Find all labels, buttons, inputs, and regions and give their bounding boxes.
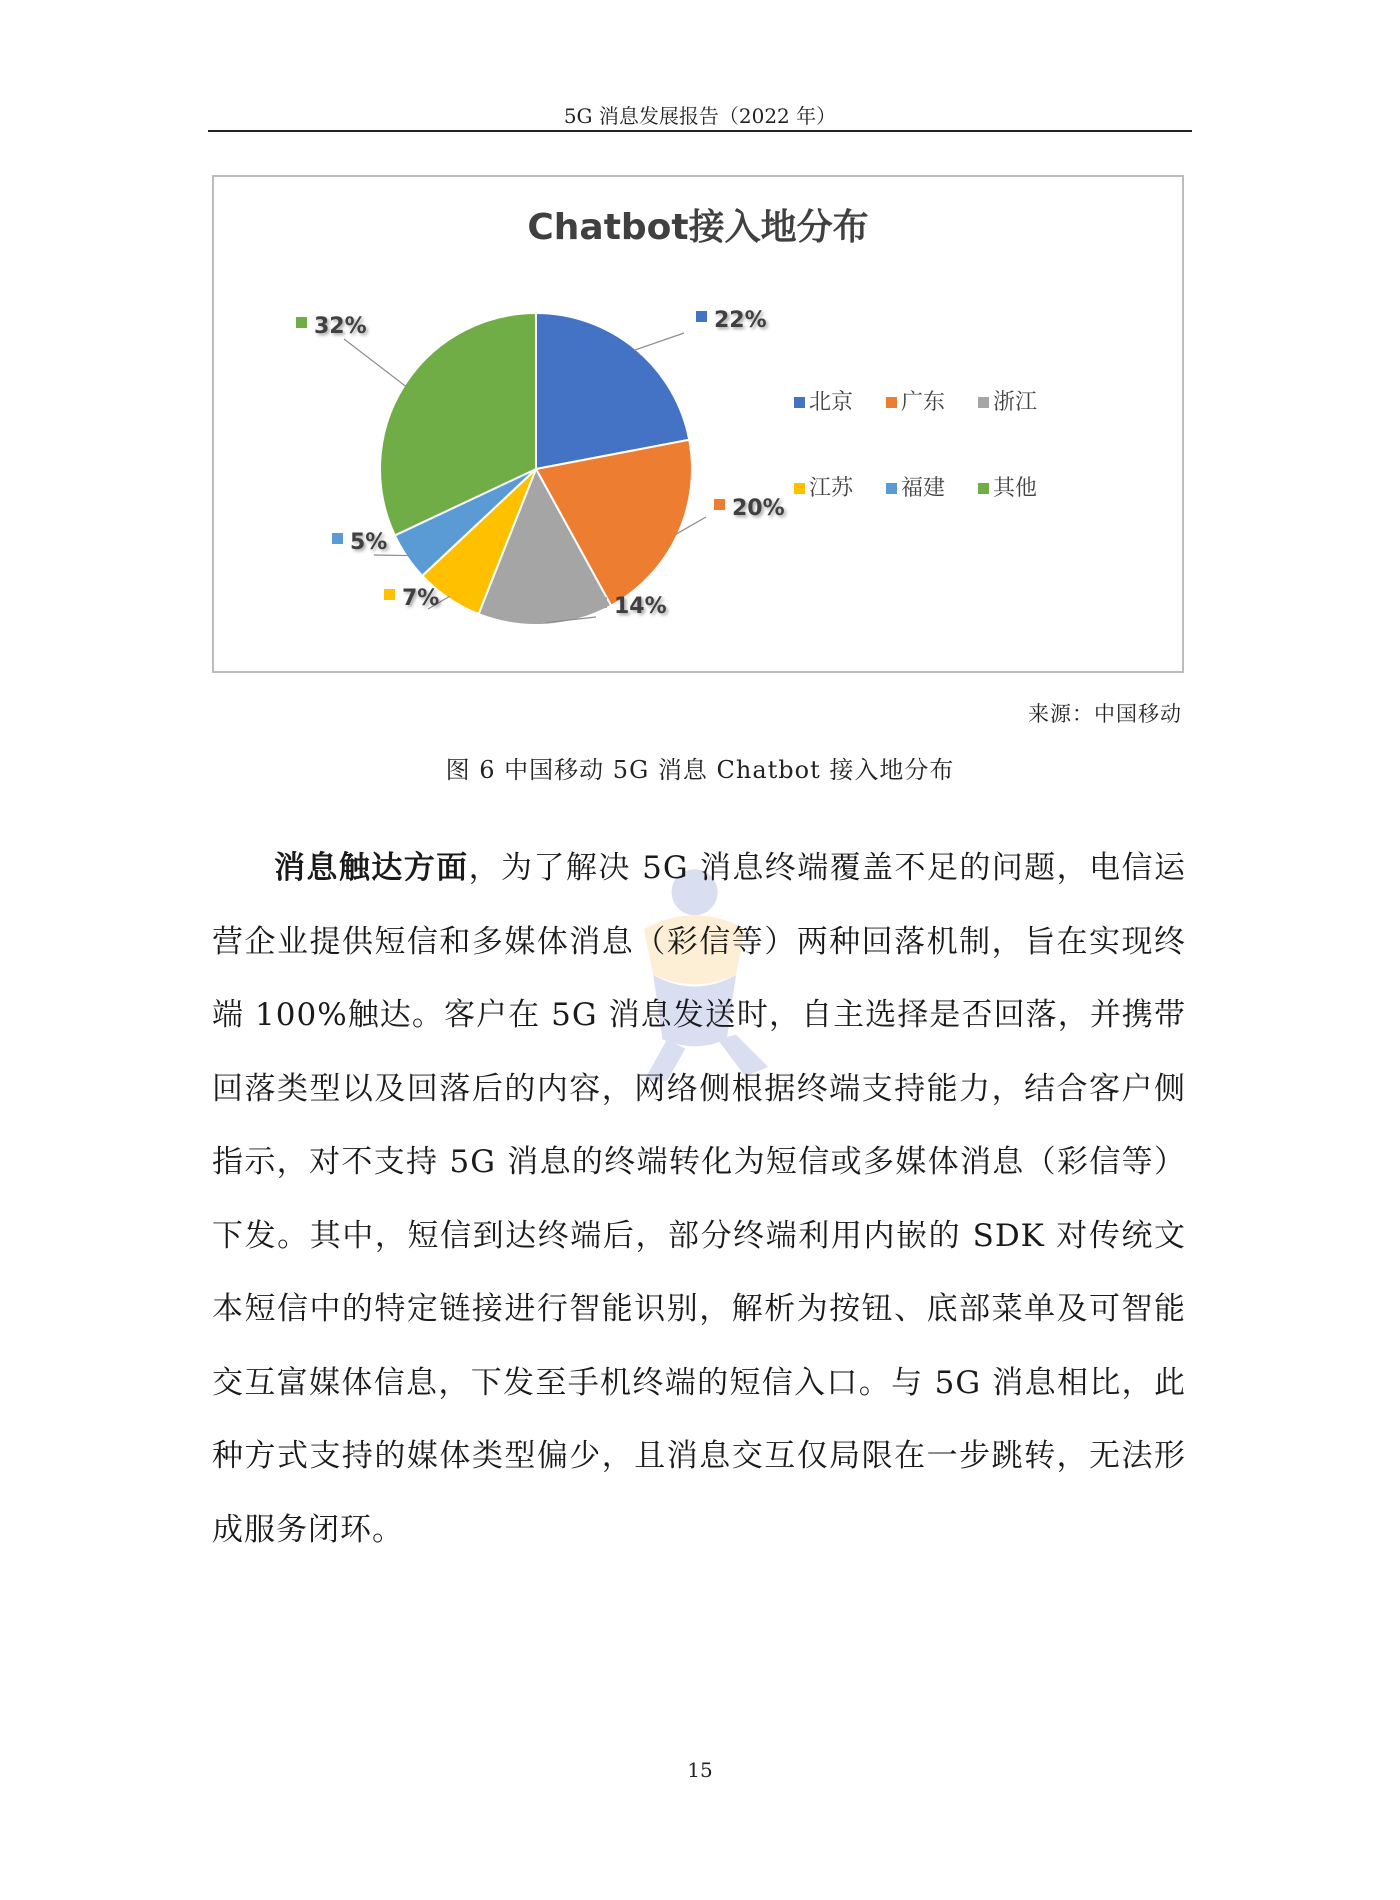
leader-line-1 — [634, 333, 684, 350]
legend-item-3 — [978, 390, 1037, 415]
data-label-4 — [384, 586, 439, 611]
pie-chart-frame — [212, 175, 1184, 673]
data-label-5 — [332, 530, 387, 555]
leader-line-6 — [344, 339, 406, 386]
legend-item-5 — [886, 476, 945, 501]
svg-text:32%: 32% — [314, 314, 367, 339]
figure-source: 来源：中国移动 — [1028, 702, 1182, 726]
svg-text:其他: 其他 — [993, 476, 1038, 501]
svg-text:22%: 22% — [714, 308, 767, 333]
svg-text:北京: 北京 — [809, 390, 854, 415]
pie-chart — [214, 177, 1182, 671]
paragraph-text: ，为了解决 5G 消息终端覆盖不足的问题，电信运营企业提供短信和多媒体消息（彩信等）两种回落机制，旨在实现终端 100%触达。客户在 5G 消息发送时，自主选择是否回落，并携带回落类型以及回落后的内容，网络侧根据终端支持能力，结合客户侧指示，对不支持 5G 消息的终端转化为短信或多媒体消息（彩信等）下发。其中，短信到达终端后，部分终端利用内嵌的 SDK 对传统文本短信中的特定链接进行智能识别，解析为按钮、底部菜单及可智能交互富媒体信息，下发至手机终端的短信入口。与 5G 消息相比，此种方式支持的媒体类型偏少，且消息交互仅局限在一步跳转，无法形成服务闭环。 — [212, 850, 1186, 1548]
svg-text:江苏: 江苏 — [809, 476, 854, 501]
running-header: 5G 消息发展报告（2022 年） — [563, 104, 837, 128]
data-label-3 — [596, 594, 667, 619]
svg-text:5%: 5% — [350, 530, 388, 555]
legend-item-2 — [886, 390, 945, 415]
svg-text:广东: 广东 — [901, 390, 946, 415]
header-divider — [208, 130, 1192, 132]
svg-text:7%: 7% — [402, 586, 440, 611]
svg-text:14%: 14% — [614, 594, 667, 619]
figure-caption: 图 6 中国移动 5G 消息 Chatbot 接入地分布 — [445, 756, 955, 784]
legend-item-1 — [794, 390, 853, 415]
leader-line-5 — [374, 555, 409, 556]
data-label-6 — [296, 314, 367, 339]
data-label-2 — [714, 496, 785, 521]
chart-title: Chatbot接入地分布 — [527, 207, 869, 248]
body-paragraph — [212, 832, 1186, 1567]
svg-text:福建: 福建 — [901, 476, 946, 501]
legend-item-6 — [978, 476, 1037, 501]
svg-text:浙江: 浙江 — [993, 390, 1038, 415]
legend-item-4 — [794, 476, 854, 501]
data-label-1 — [696, 308, 767, 333]
page-number: 15 — [687, 1758, 713, 1782]
paragraph-lead: 消息触达方面 — [274, 850, 469, 886]
svg-text:20%: 20% — [732, 496, 785, 521]
